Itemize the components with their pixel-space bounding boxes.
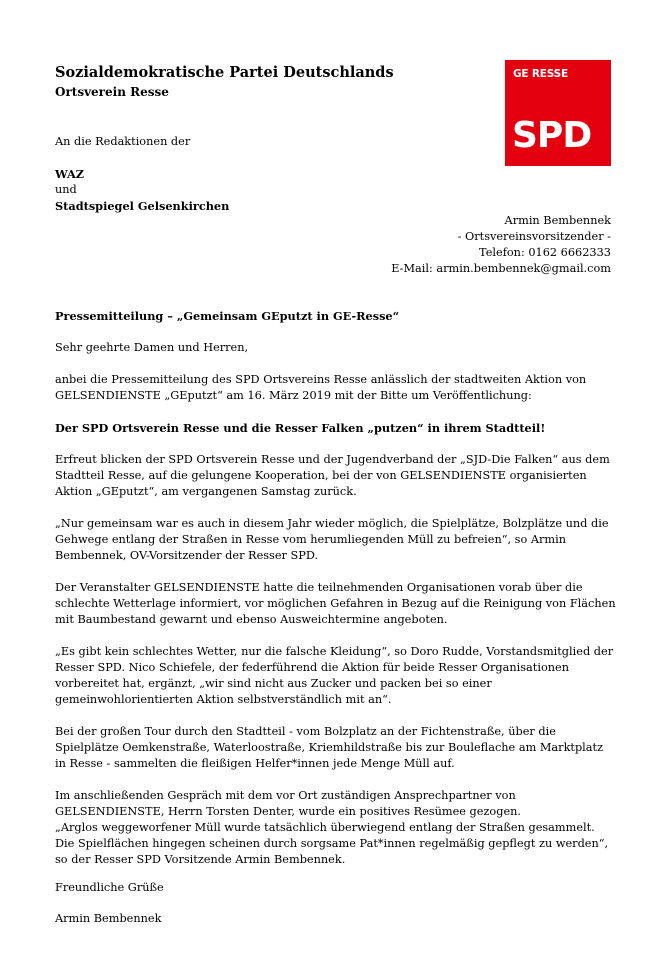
paragraph-line: „Nur gemeinsam war es auch in diesem Jahr wieder möglich, die Spielplätze, Bolzplätze und die (55, 517, 609, 530)
paragraph-line: vorbereitet hat, ergänzt, „wir sind nicht aus Zucker und packen bei so einer (55, 677, 492, 690)
sender-role: - Ortsvereinsvorsitzender - (457, 230, 611, 243)
body-paragraph-5 (55, 724, 615, 772)
recipient-stadtspiegel: Stadtspiegel Gelsenkirchen (55, 199, 230, 213)
organization-name: Sozialdemokratische Partei Deutschlands (55, 64, 394, 81)
paragraph-line: Erfreut blicken der SPD Ortsverein Resse und der Jugendverband der „SJD-Die Falken“ aus dem (55, 453, 610, 466)
body-paragraph-4 (55, 644, 615, 708)
intro-paragraph (55, 372, 615, 404)
paragraph-line: Spielplätze Oemkenstraße, Waterloostraße, Kriemhildstraße bis zur Bouleflache am Marktplatz (55, 741, 604, 754)
logo-top-text: GE RESSE (513, 68, 568, 80)
sender-phone: Telefon: 0162 6662333 (479, 246, 611, 259)
paragraph-line: schlechte Wetterlage informiert, vor möglichen Gefahren in Bezug auf die Reinigung von Flächen (55, 597, 616, 610)
paragraph-line: so der Resser SPD Vorsitzende Armin Bembennek. (55, 853, 346, 866)
signature: Armin Bembennek (55, 912, 162, 925)
paragraph-line: Stadtteil Resse, auf die gelungene Kooperation, bei der von GELSENDIENSTE organisierten (55, 469, 587, 482)
paragraph-line: Gehwege entlang der Straßen in Resse vom herumliegenden Müll zu befreien“, so Armin (55, 533, 567, 546)
paragraph-line: Bei der großen Tour durch den Stadtteil - vom Bolzplatz an der Fichtenstraße, über die (55, 725, 556, 738)
paragraph-line: „Arglos weggeworfener Müll wurde tatsächlich überwiegend entlang der Straßen gesammelt. (55, 821, 595, 834)
paragraph-line: „Es gibt kein schlechtes Wetter, nur die falsche Kleidung“, so Doro Rudde, Vorstandsmitglied der (55, 645, 614, 658)
recipient-waz: WAZ (55, 167, 84, 181)
paragraph-line: Die Spielflächen hingegen scheinen durch sorgsame Pat*innen regelmäßig gepflegt zu werden“, (55, 837, 609, 850)
recipients-intro: An die Redaktionen der (55, 135, 191, 148)
spd-logo (505, 60, 611, 166)
salutation: Sehr geehrte Damen und Herren, (55, 341, 249, 354)
paragraph-line: Resser SPD. Nico Schiefele, der federführend die Aktion für beide Resser Organisationen (55, 661, 569, 674)
body-paragraph-6 (55, 788, 615, 868)
paragraph-line: in Resse - sammelten die fleißigen Helfer*innen jede Menge Müll auf. (55, 757, 455, 770)
closing: Freundliche Grüße (55, 881, 164, 894)
recipients-and: und (55, 183, 77, 196)
headline: Der SPD Ortsverein Resse und die Resser Falken „putzen“ in ihrem Stadtteil! (55, 421, 546, 435)
body-paragraph-1 (55, 452, 615, 500)
sender-email: E-Mail: armin.bembennek@gmail.com (391, 262, 611, 275)
paragraph-line: mit Baumbestand gewarnt und ebenso Ausweichtermine angeboten. (55, 613, 448, 626)
paragraph-line: Bembennek, OV-Vorsitzender der Resser SPD. (55, 549, 319, 562)
sender-name: Armin Bembennek (504, 214, 611, 227)
paragraph-line: Im anschließenden Gespräch mit dem vor Ort zuständigen Ansprechpartner von (55, 789, 516, 802)
body-paragraph-2 (55, 516, 615, 564)
ortsverein-name: Ortsverein Resse (55, 85, 169, 99)
subject-line: Pressemitteilung – „Gemeinsam GEputzt in GE-Resse“ (55, 309, 400, 323)
logo-main-text: SPD (512, 115, 592, 156)
paragraph-line: GELSENDIENSTE, Herrn Torsten Denter, wurde ein positives Resümee gezogen. (55, 805, 521, 818)
paragraph-line: gemeinwohlorientierten Aktion selbstverständlich mit an“. (55, 693, 392, 706)
body-paragraph-3 (55, 580, 615, 628)
paragraph-line: Aktion „GEputzt“, am vergangenen Samstag zurück. (55, 485, 357, 498)
paragraph-line: Der Veranstalter GELSENDIENSTE hatte die teilnehmenden Organisationen vorab über die (55, 581, 583, 594)
intro-line: anbei die Pressemitteilung des SPD Ortsvereins Resse anlässlich der stadtweiten Aktion von (55, 373, 587, 386)
intro-line: GELSENDIENSTE „GEputzt“ am 16. März 2019 mit der Bitte um Veröffentlichung: (55, 389, 532, 402)
